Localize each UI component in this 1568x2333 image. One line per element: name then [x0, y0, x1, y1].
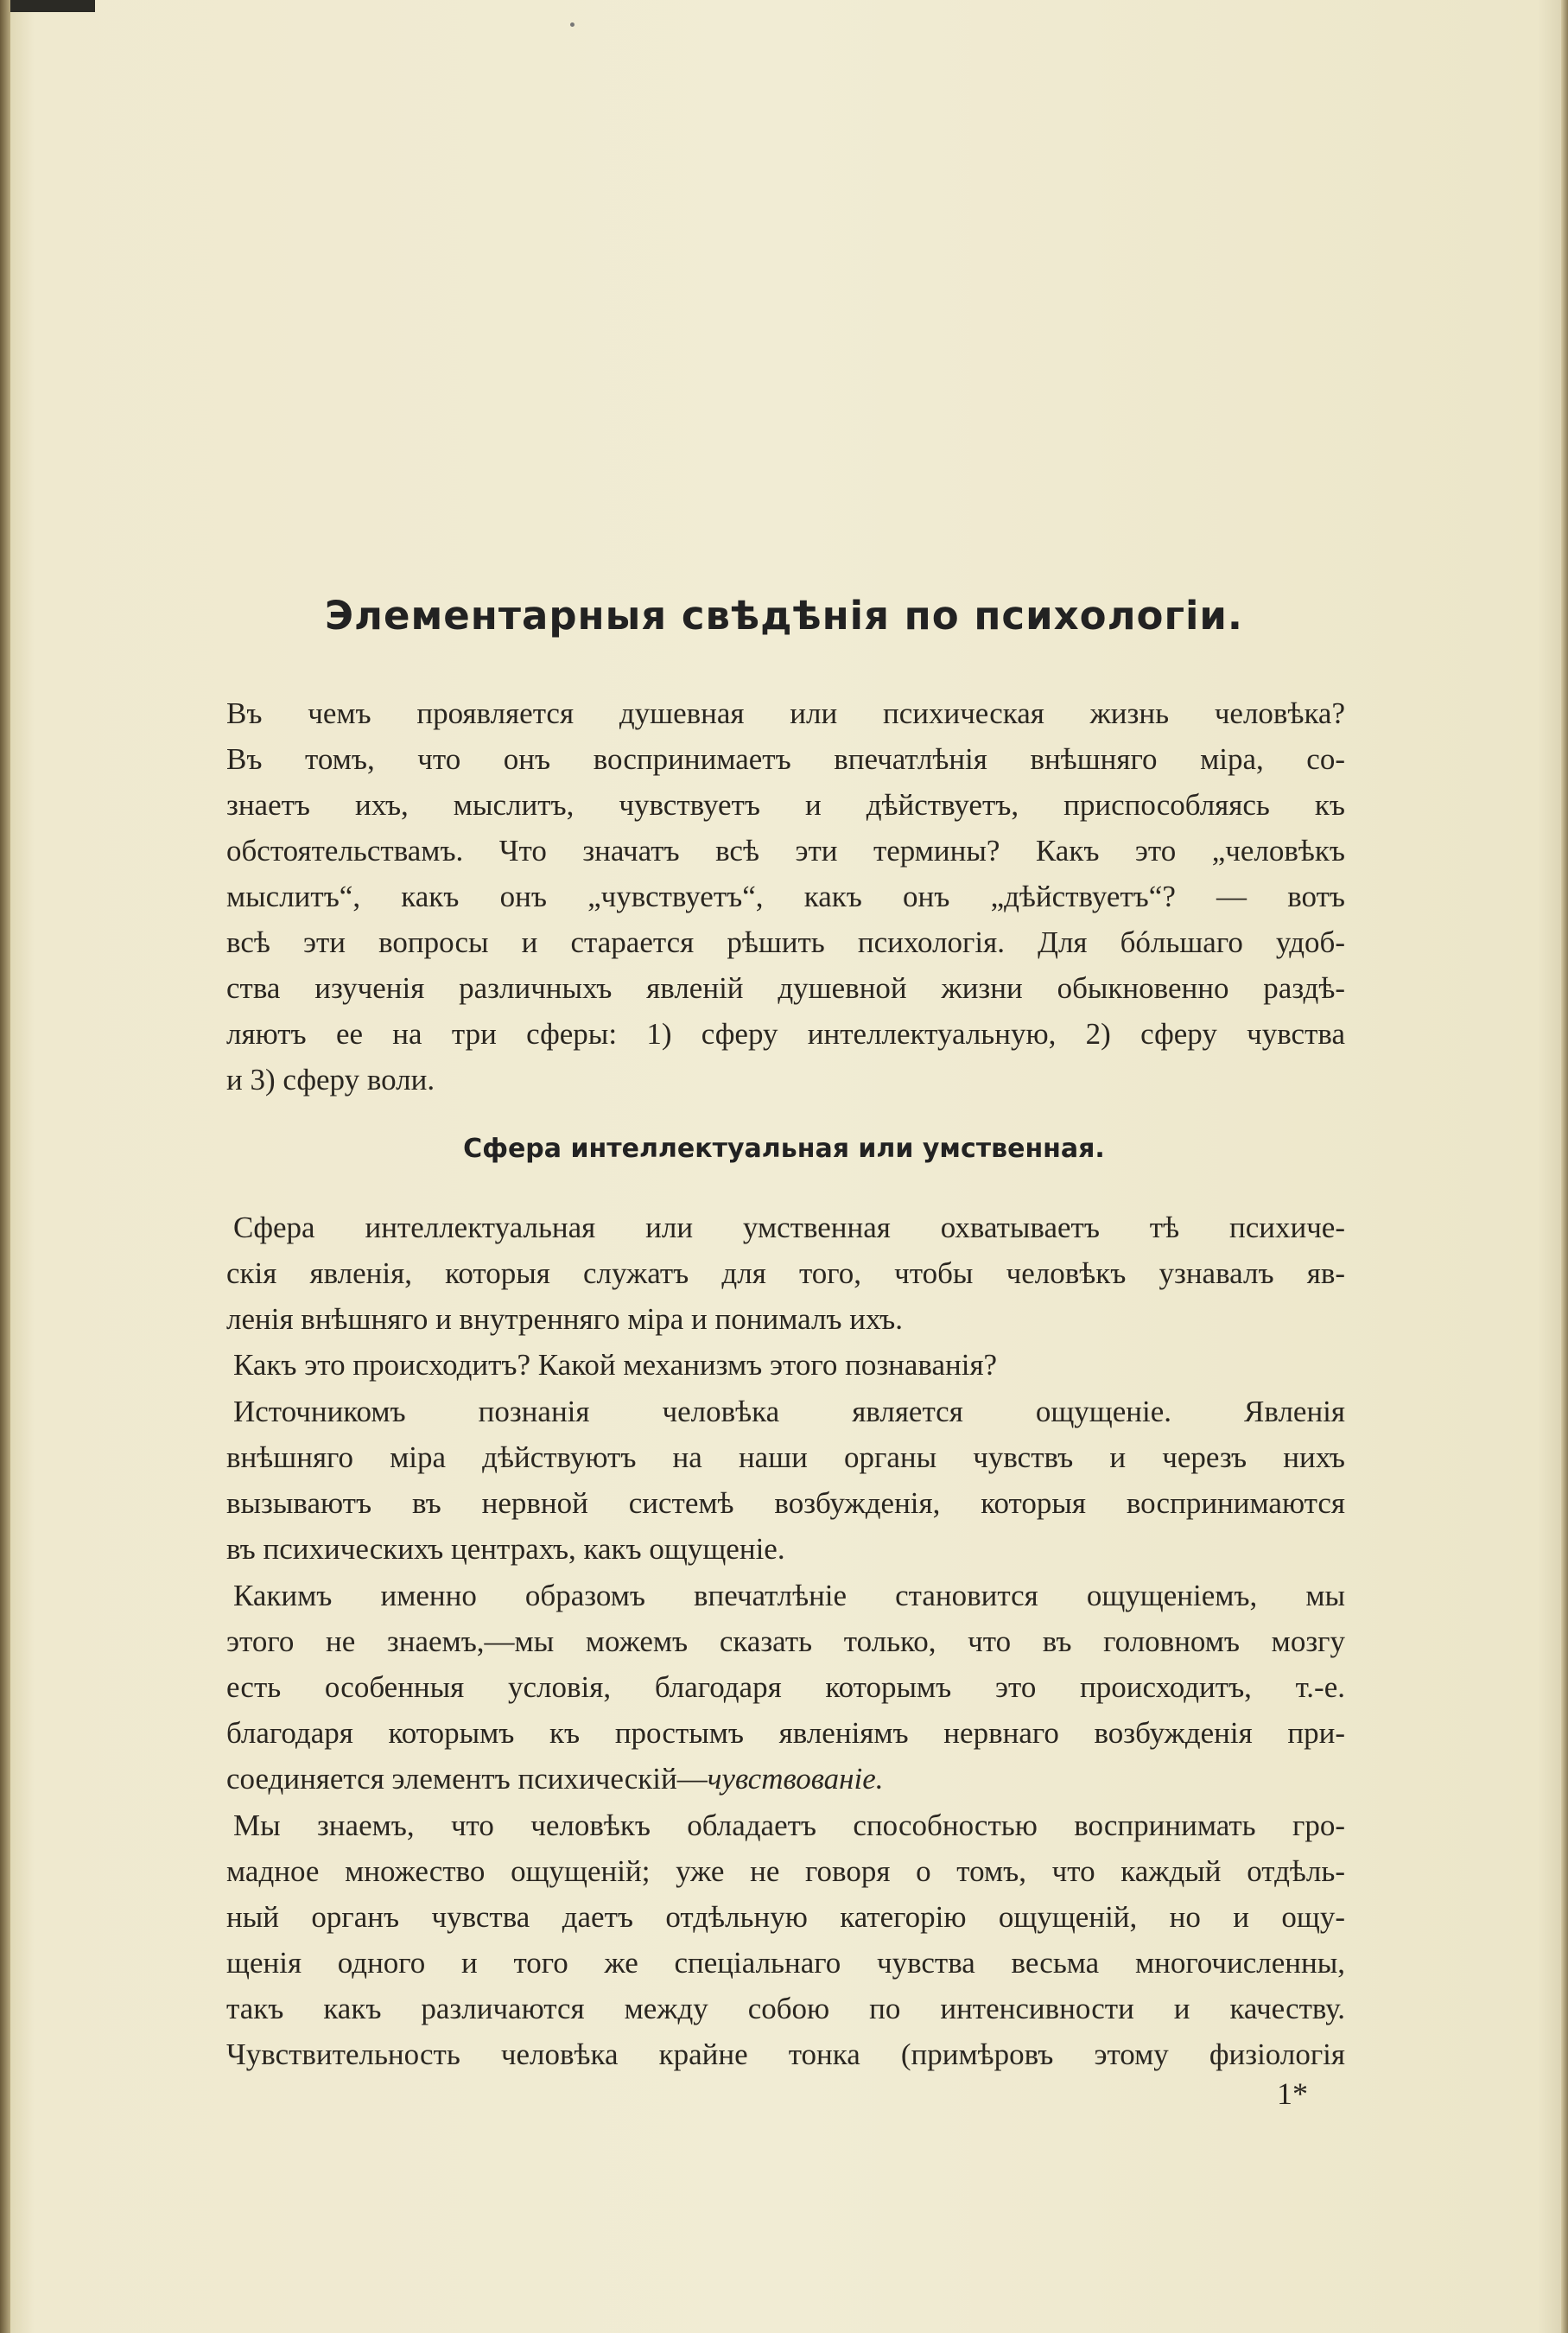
text-line: мыслитъ“, какъ онъ „чувствуетъ“, какъ онъ „дѣйствуетъ“? — вотъ — [226, 880, 1345, 913]
text-line: въ психическихъ центрахъ, какъ ощущеніе. — [226, 1532, 785, 1566]
text-line: есть особенныя условія, благодаря которымъ это происходитъ, т.-е. — [226, 1670, 1345, 1704]
italic-term: чувствованіе. — [707, 1762, 884, 1796]
text-span: соединяется элементъ психическій— — [226, 1762, 708, 1796]
text-line: вызываютъ въ нервной системѣ возбужденія, которыя воспринимаются — [226, 1486, 1345, 1520]
text-line: такъ какъ различаются между собою по интенсивности и качеству. — [226, 1992, 1345, 2025]
text-line: внѣшняго міра дѣйствуютъ на наши органы чувствъ и черезъ нихъ — [226, 1440, 1345, 1474]
text-line: щенія одного и того же спеціальнаго чувства весьма многочисленны, — [226, 1946, 1345, 1980]
text-line: ный органъ чувства даетъ отдѣльную категорію ощущеній, но и ощу- — [226, 1900, 1345, 1934]
text-line: Какимъ именно образомъ впечатлѣніе становится ощущеніемъ, мы — [233, 1579, 1345, 1612]
page-left-edge — [0, 0, 10, 2333]
scan-edge-top — [0, 0, 95, 12]
text-line: Сфера интеллектуальная или умственная охватываетъ тѣ психиче- — [233, 1211, 1345, 1244]
text-line: Какъ это происходитъ? Какой механизмъ этого познаванія? — [233, 1348, 998, 1382]
text-line: ства изученія различныхъ явленій душевной жизни обыкновенно раздѣ- — [226, 971, 1345, 1005]
text-line: всѣ эти вопросы и старается рѣшить психологія. Для бóльшаго удоб- — [226, 925, 1345, 959]
text-line: знаетъ ихъ, мыслитъ, чувствуетъ и дѣйствуетъ, приспособляясь къ — [226, 788, 1345, 822]
text-line: Въ томъ, что онъ воспринимаетъ впечатлѣнія внѣшняго міра, со- — [226, 742, 1345, 776]
text-line: мадное множество ощущеній; уже не говоря о томъ, что каждый отдѣль- — [226, 1854, 1345, 1888]
text-line: и 3) сферу воли. — [226, 1063, 435, 1097]
text-line: скія явленія, которыя служатъ для того, чтобы человѣкъ узнавалъ яв- — [226, 1256, 1345, 1290]
page-right-edge — [1561, 0, 1568, 2333]
text-line — [226, 1757, 1345, 1802]
text-line: благодаря которымъ къ простымъ явленіямъ нервнаго возбужденія при- — [226, 1716, 1345, 1750]
page-title: Элементарныя свѣдѣнія по психологіи. — [324, 593, 1244, 639]
section-heading: Сфера интеллектуальная или умственная. — [463, 1134, 1105, 1164]
scan-speck — [570, 22, 575, 27]
text-line: ляютъ ее на три сферы: 1) сферу интеллектуальную, 2) сферу чувства — [226, 1017, 1345, 1051]
text-line: обстоятельствамъ. Что значатъ всѣ эти термины? Какъ это „человѣкъ — [226, 834, 1345, 868]
page-number: 1* — [1277, 2076, 1308, 2111]
text-line: ленія внѣшняго и внутренняго міра и понималъ ихъ. — [226, 1302, 904, 1336]
text-line: Въ чемъ проявляется душевная или психическая жизнь человѣка? — [226, 696, 1345, 730]
text-line: Чувствительность человѣка крайне тонка (примѣровъ этому физіологія — [226, 2037, 1345, 2071]
text-line: Мы знаемъ, что человѣкъ обладаетъ способностью воспринимать гро- — [233, 1809, 1345, 1842]
text-line: Источникомъ познанія человѣка является ощущеніе. Явленія — [233, 1395, 1345, 1428]
text-line: этого не знаемъ,—мы можемъ сказать только, что въ головномъ мозгу — [226, 1624, 1345, 1658]
